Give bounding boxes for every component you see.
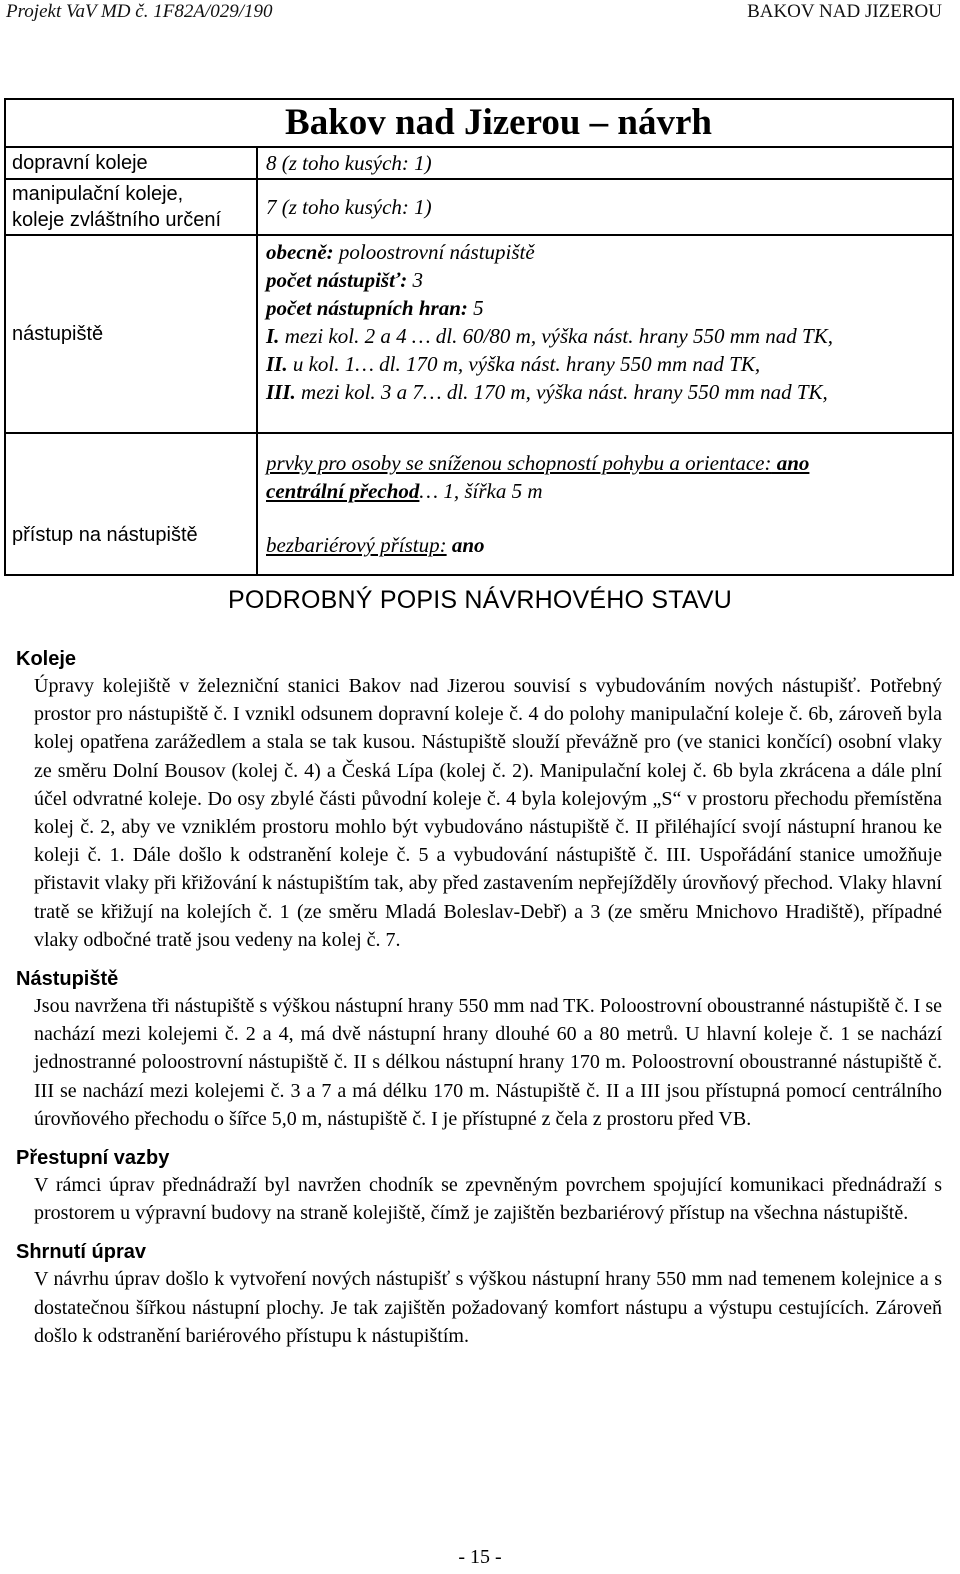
- section-text: Jsou navržena tři nástupiště s výškou nástupní hrany 550 mm nad TK. Poloostrovní oboustranné nástupiště č. I se nachází mezi kolejemi č. 2 a 4, má dvě nástupní hrany dlouhé 60 a 80 metrů. U hlavní koleje č. 1 se nachází jednostranné poloostrovní nástupiště č. II s délkou nástupní hrany 170 m. Poloostrovní oboustranné nástupiště č. III se nachází mezi kolejemi č. 3 a 7 a má délku 170 m. Nástupiště č. II a III jsou přístupná pomocí centrálního úrovňového přechodu o šířce 5,0 m, nástupiště č. I je přístupné z čela z prostoru před VB.: [34, 995, 942, 1130]
- page-number: - 15 -: [458, 1546, 502, 1568]
- field-value: … 1, šířka 5 m: [419, 479, 543, 503]
- row-label-pristup: přístup na nástupiště: [5, 433, 257, 575]
- page-header: [0, 0, 960, 26]
- field-key: III.: [266, 380, 296, 404]
- document-location: BAKOV NAD JIZEROU: [747, 1, 942, 22]
- field-key: počet nástupních hran:: [266, 296, 468, 320]
- field-value: mezi kol. 3 a 7… dl. 170 m, výška nást. hrany 550 mm nad TK,: [295, 380, 828, 404]
- document-body: [16, 646, 942, 1362]
- field-key: obecně:: [266, 240, 334, 264]
- table-row: [5, 147, 953, 179]
- label-line: koleje zvláštního určení: [12, 209, 222, 231]
- field-key: bezbariérový přístup:: [266, 533, 447, 557]
- field-key: II.: [266, 352, 288, 376]
- section-nastupiste: [16, 966, 942, 1133]
- field-value: mezi kol. 2 a 4 … dl. 60/80 m, výška nást. hrany 550 mm nad TK,: [279, 324, 833, 348]
- section-title: Přestupní vazby: [16, 1147, 170, 1170]
- section-title: Nástupiště: [16, 968, 119, 991]
- summary-table: [4, 98, 954, 576]
- row-label-manipulacni: [5, 179, 257, 235]
- field-value: 3: [407, 268, 423, 292]
- row-value-nastupiste: [257, 235, 953, 433]
- field-value: 5: [467, 296, 484, 320]
- row-value-pristup: [257, 433, 953, 575]
- table-row: [5, 235, 953, 433]
- table-title: Bakov nad Jizerou – návrh: [285, 102, 712, 143]
- section-text: Úpravy kolejiště v železniční stanici Bakov nad Jizerou souvisí s vybudováním nových nástupišť. Potřebný prostor pro nástupiště č. I vznikl odsunem dopravní koleje č. 4 do polohy manipulační koleje č. 6b, zároveň byla kolej opatřena zarážedlem a stala se tak kusou. Nástupiště slouží převážně pro (ve stanici končící) osobní vlaky ze směru Dolní Bousov (kolej č. 4) a Česká Lípa (kolej č. 2). Manipulační kolej č. 6b byla zkrácena a dále plní účel odvratné koleje. Do osy zbylé části původní koleje č. 4 byla kolejovým „S“ v prostoru přechodu přemístěna kolej č. 2, aby ve vzniklém prostoru mohlo být vybudováno nástupiště č. II přiléhající svojí nástupní hranou ke koleji č. 1. Dále došlo k odstranění koleje č. 5 a vybudování nástupiště č. III. Uspořádání stanice umožňuje přistavit vlaky při křižování k nástupištím tak, aby před zastavením nepřejížděly úrovňový přechod. Vlaky hlavní tratě se křižují na kolejích č. 1 (ze směru Mladá Boleslav-Debř) a 3 (ze směru Mnichovo Hradiště), případné vlaky odbočné tratě jsou vedeny na kolej č. 7.: [34, 675, 942, 951]
- field-value: ano: [771, 451, 810, 475]
- project-id: Projekt VaV MD č. 1F82A/029/190: [6, 1, 273, 22]
- row-value-dopravni: 8 (z toho kusých: 1): [257, 147, 953, 179]
- field-value: poloostrovní nástupiště: [333, 240, 535, 264]
- field-key: centrální přechod: [266, 479, 420, 503]
- field-value: u kol. 1… dl. 170 m, výška nást. hrany 550 mm nad TK,: [287, 352, 761, 376]
- section-shrnuti: [16, 1239, 942, 1350]
- section-title: Shrnutí úprav: [16, 1241, 147, 1264]
- table-row: [5, 179, 953, 235]
- section-prestupni-vazby: [16, 1145, 942, 1227]
- row-label-dopravni: dopravní koleje: [5, 147, 257, 179]
- field-key: počet nástupišť:: [266, 268, 408, 292]
- label-line: manipulační koleje,: [12, 183, 184, 205]
- table-title-row: [5, 99, 953, 147]
- row-value-manipulacni: 7 (z toho kusých: 1): [257, 179, 953, 235]
- field-value: ano: [446, 533, 485, 557]
- section-koleje: [16, 646, 942, 954]
- table-row: [5, 433, 953, 575]
- row-label-nastupiste: nástupiště: [5, 235, 257, 433]
- section-text: V návrhu úprav došlo k vytvoření nových nástupišť s výškou nástupní hrany 550 mm nad temenem kolejnice a s dostatečnou šířkou nástupní plochy. Je tak zajištěn požadovaný komfort nástupu a výstupu cestujících. Zároveň došlo k odstranění bariérového přístupu k nástupištím.: [34, 1268, 942, 1347]
- section-text: V rámci úprav přednádraží byl navržen chodník se zpevněným povrchem spojující komunikaci přednádraží s prostorem u výpravní budovy na straně kolejiště, čímž je zajištěn bezbariérový přístup na všechna nástupiště.: [34, 1174, 942, 1225]
- section-title: Koleje: [16, 648, 77, 670]
- main-heading: PODROBNÝ POPIS NÁVRHOVÉHO STAVU: [228, 586, 732, 614]
- field-key: I.: [266, 324, 280, 348]
- field-key: prvky pro osoby se sníženou schopností pohybu a orientace:: [266, 451, 772, 475]
